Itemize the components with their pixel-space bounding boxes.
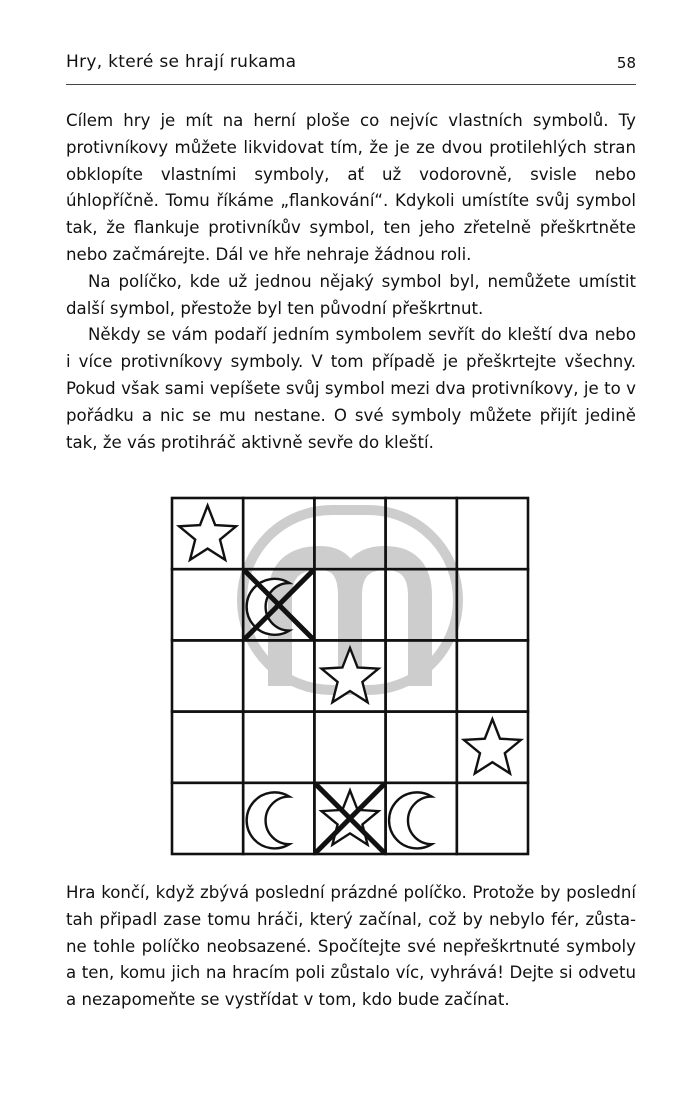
board-cell: [457, 498, 528, 569]
board-cell: [457, 783, 528, 854]
board-cell: [172, 783, 243, 854]
star-icon: [464, 719, 521, 773]
board-cell: [172, 640, 243, 711]
board-cell: [386, 712, 457, 783]
paragraph: Někdy se vám podaří jedním symbolem sevřít do kleští dva nebo i více protivníkovy symboly. V tom případě je přeškrtejte všechny. Pokud však sami vepíšete svůj symbol mezi dva protivníkovy, je to v pořádku a nic se mu nestane. O své symboly můžete přijít jedině tak, že vás protihráč aktivně sevře do kleští.: [66, 325, 636, 452]
board-cell: [172, 712, 243, 783]
board-cell: [314, 712, 385, 783]
board-cell: [172, 569, 243, 640]
paragraph: Na políčko, kde už jednou nějaký symbol byl, nemůžete umístit další symbol, přestože byl ten původní přeškrtnut.: [66, 271, 636, 318]
board-cell: [457, 569, 528, 640]
paragraph: Cílem hry je mít na herní ploše co nejvíc vlastních symbolů. Ty protivníkovy můžete likvidovat tím, že je ze dvou protilehlých stran obklopíte vlastními symboly, ať už vodorovně, svisle nebo úhlopříčně. Tomu říkáme „flankování“. Kdykoli umístíte svůj symbol tak, že flankuje protivníkův symbol, ten jeho zřetelně přeškrtněte nebo začmárejte. Dál ve hře nehraje žádnou roli.: [66, 111, 636, 264]
paragraph: Hra končí, když zbývá poslední prázdné políčko. Protože by poslední tah připadl zase tomu hráči, který začínal, což by nebylo fér, zůstane tohle políčko neobsazené. Spočítejte své nepřeškrtnuté symboly a ten, komu jich na hracím poli zůstalo víc, vyhrává! Dejte si odvetu a nezapomeňte se vystřídat v tom, kdo bude začínat.: [66, 883, 636, 1010]
body-text-bottom: [66, 880, 636, 1014]
game-board-figure: [170, 496, 530, 858]
running-header: [66, 50, 636, 80]
board-cell: [457, 640, 528, 711]
moon-icon: [247, 792, 290, 848]
moon-icon: [389, 792, 432, 848]
body-text-top: [66, 108, 636, 456]
game-board: [170, 496, 530, 858]
star-icon: [179, 506, 236, 560]
board-cell: [243, 712, 314, 783]
header-title: Hry, které se hrají rukama: [66, 52, 297, 72]
page-number: 58: [616, 54, 636, 72]
header-divider: [66, 84, 636, 85]
